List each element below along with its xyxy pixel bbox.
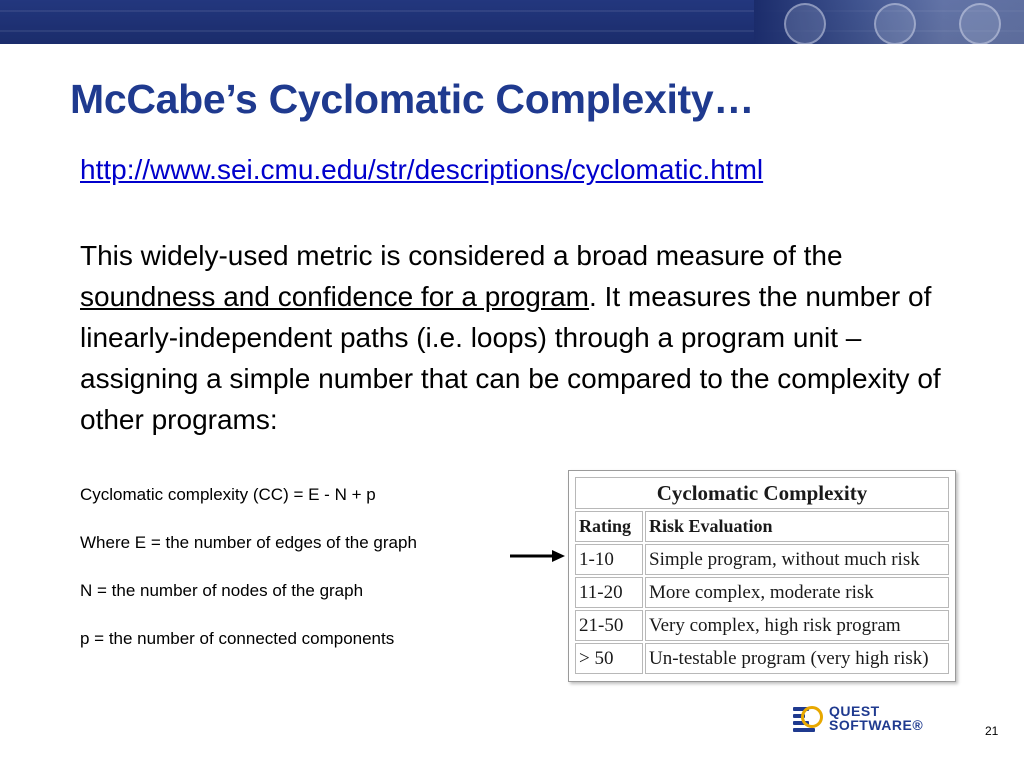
- banner-image: [754, 0, 1024, 44]
- quest-logo-icon: [793, 703, 823, 733]
- header-banner: [0, 0, 1024, 44]
- reference-link[interactable]: http://www.sei.cmu.edu/str/descriptions/cyclomatic.html: [80, 154, 764, 185]
- table-row: [575, 610, 949, 641]
- rating-cell: > 50: [575, 643, 643, 674]
- risk-cell: More complex, moderate risk: [645, 577, 949, 608]
- rating-cell: 11-20: [575, 577, 643, 608]
- lightbulb-icon: [959, 3, 1001, 44]
- table-row: [575, 544, 949, 575]
- complexity-table: [573, 475, 951, 676]
- formula-line: N = the number of nodes of the graph: [80, 581, 364, 600]
- column-header-rating: Rating: [575, 511, 643, 542]
- description-underlined-text: soundness and confidence for a program: [80, 281, 589, 312]
- complexity-table-image: [568, 470, 956, 682]
- arrow-right-icon: [510, 548, 566, 564]
- page-number: 21: [985, 724, 999, 738]
- lightbulb-icon: [874, 3, 916, 44]
- table-row: [575, 643, 949, 674]
- logo-text-line1: QUEST: [829, 703, 880, 719]
- table-row: [575, 577, 949, 608]
- formula-line: p = the number of connected components: [80, 629, 395, 648]
- rating-cell: 1-10: [575, 544, 643, 575]
- lightbulb-icon: [784, 3, 826, 44]
- formula-line: Where E = the number of edges of the graph: [80, 533, 417, 552]
- risk-cell: Un-testable program (very high risk): [645, 643, 949, 674]
- slide-title: McCabe’s Cyclomatic Complexity…: [70, 76, 755, 122]
- rating-cell: 21-50: [575, 610, 643, 641]
- quest-software-logo: [793, 703, 963, 733]
- risk-cell: Very complex, high risk program: [645, 610, 949, 641]
- column-header-risk: Risk Evaluation: [645, 511, 949, 542]
- risk-cell: Simple program, without much risk: [645, 544, 949, 575]
- description-text: . It measures the number of linearly-independent paths (i.e. loops) through a program unit – assigning a simple number that can be compared to the complexity of other programs:: [80, 281, 941, 435]
- description-paragraph: [80, 235, 980, 440]
- table-caption: Cyclomatic Complexity: [575, 477, 949, 509]
- description-text: This widely-used metric is considered a broad measure of the: [80, 240, 843, 271]
- logo-text-line2: SOFTWARE®: [829, 717, 924, 733]
- formula-line: Cyclomatic complexity (CC) = E - N + p: [80, 485, 376, 504]
